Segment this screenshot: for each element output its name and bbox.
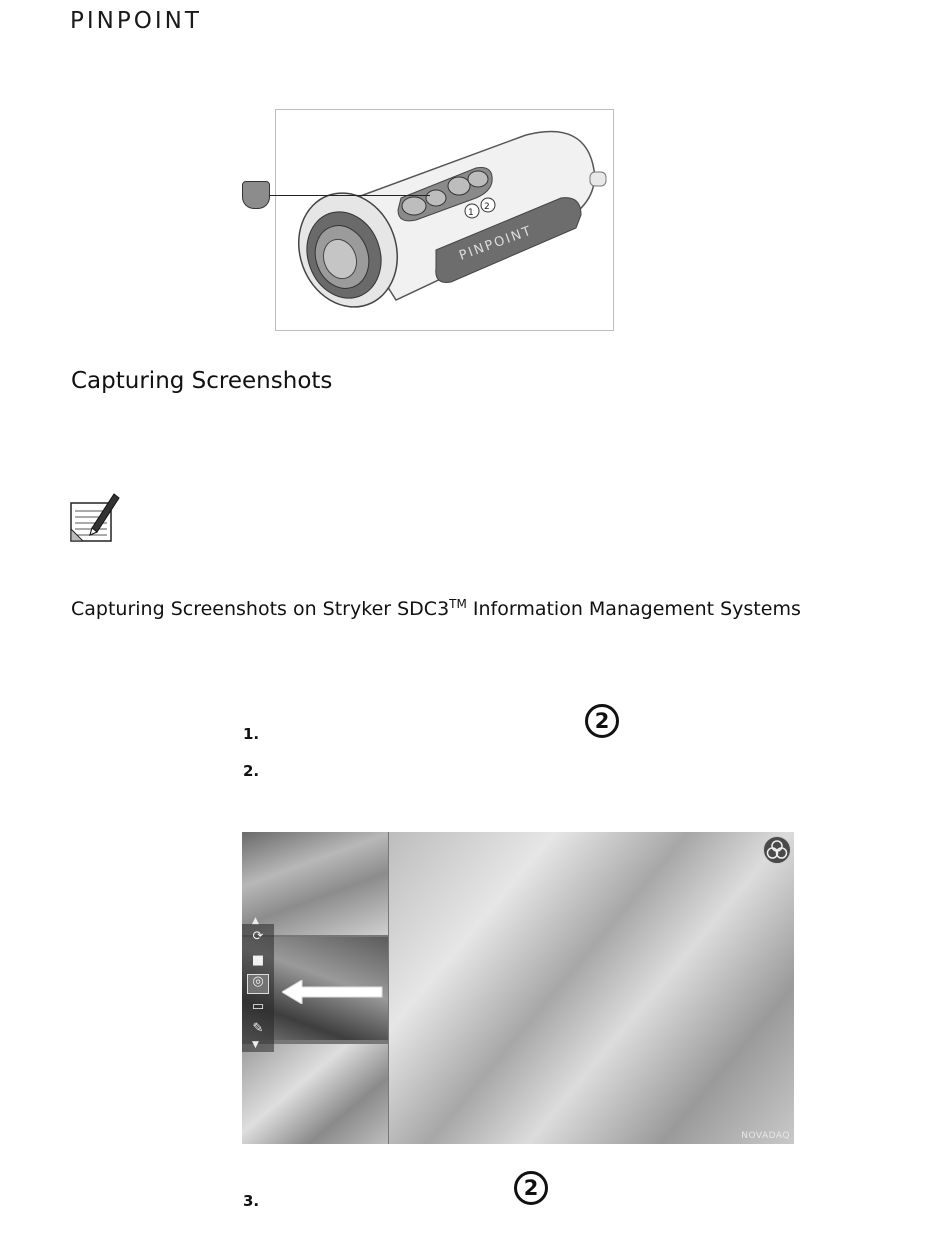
arrow-left-icon xyxy=(282,980,384,1004)
step-3-number: 3. xyxy=(243,1192,260,1210)
camera-head-illustration xyxy=(276,110,613,330)
menu-down-icon[interactable]: ▼ xyxy=(252,1040,259,1050)
callout-marker xyxy=(242,181,270,209)
sdc3-screen-capture xyxy=(242,832,794,1144)
video-camera-icon[interactable]: ■ xyxy=(251,953,265,968)
section-title: Capturing Screenshots xyxy=(71,368,333,394)
pinpoint-logo: PINPOINT xyxy=(70,8,202,34)
button-1-label: 1 xyxy=(468,208,474,218)
main-endoscope-view xyxy=(389,832,794,1144)
novadaq-brand: NOVADAQ xyxy=(741,1131,790,1141)
camera-icon[interactable]: ◎ xyxy=(247,974,269,994)
button-2-symbol-step-3: 2 xyxy=(514,1171,548,1205)
rotate-icon[interactable]: ⟳ xyxy=(252,929,264,944)
three-circles-icon[interactable] xyxy=(763,836,791,864)
subsection-title: Capturing Screenshots on Stryker SDC3™ Information Management Systems xyxy=(71,597,801,620)
step-1-number: 1. xyxy=(243,725,260,743)
display-icon[interactable]: ▭ xyxy=(251,999,265,1014)
button-2-label: 2 xyxy=(484,202,490,212)
wrench-icon[interactable]: ✎ xyxy=(252,1021,264,1036)
camera-head-figure xyxy=(275,109,614,331)
thumbnail-1 xyxy=(242,832,388,935)
menu-up-icon[interactable]: ▲ xyxy=(252,916,259,926)
capture-menu-strip xyxy=(242,916,274,1052)
button-2-symbol: 2 xyxy=(585,704,619,738)
callout-leader-line xyxy=(270,195,430,196)
device-label: PINPOINT xyxy=(457,223,535,264)
note-pencil-icon xyxy=(70,490,120,548)
step-2-number: 2. xyxy=(243,762,260,780)
thumbnail-3 xyxy=(242,1044,388,1144)
